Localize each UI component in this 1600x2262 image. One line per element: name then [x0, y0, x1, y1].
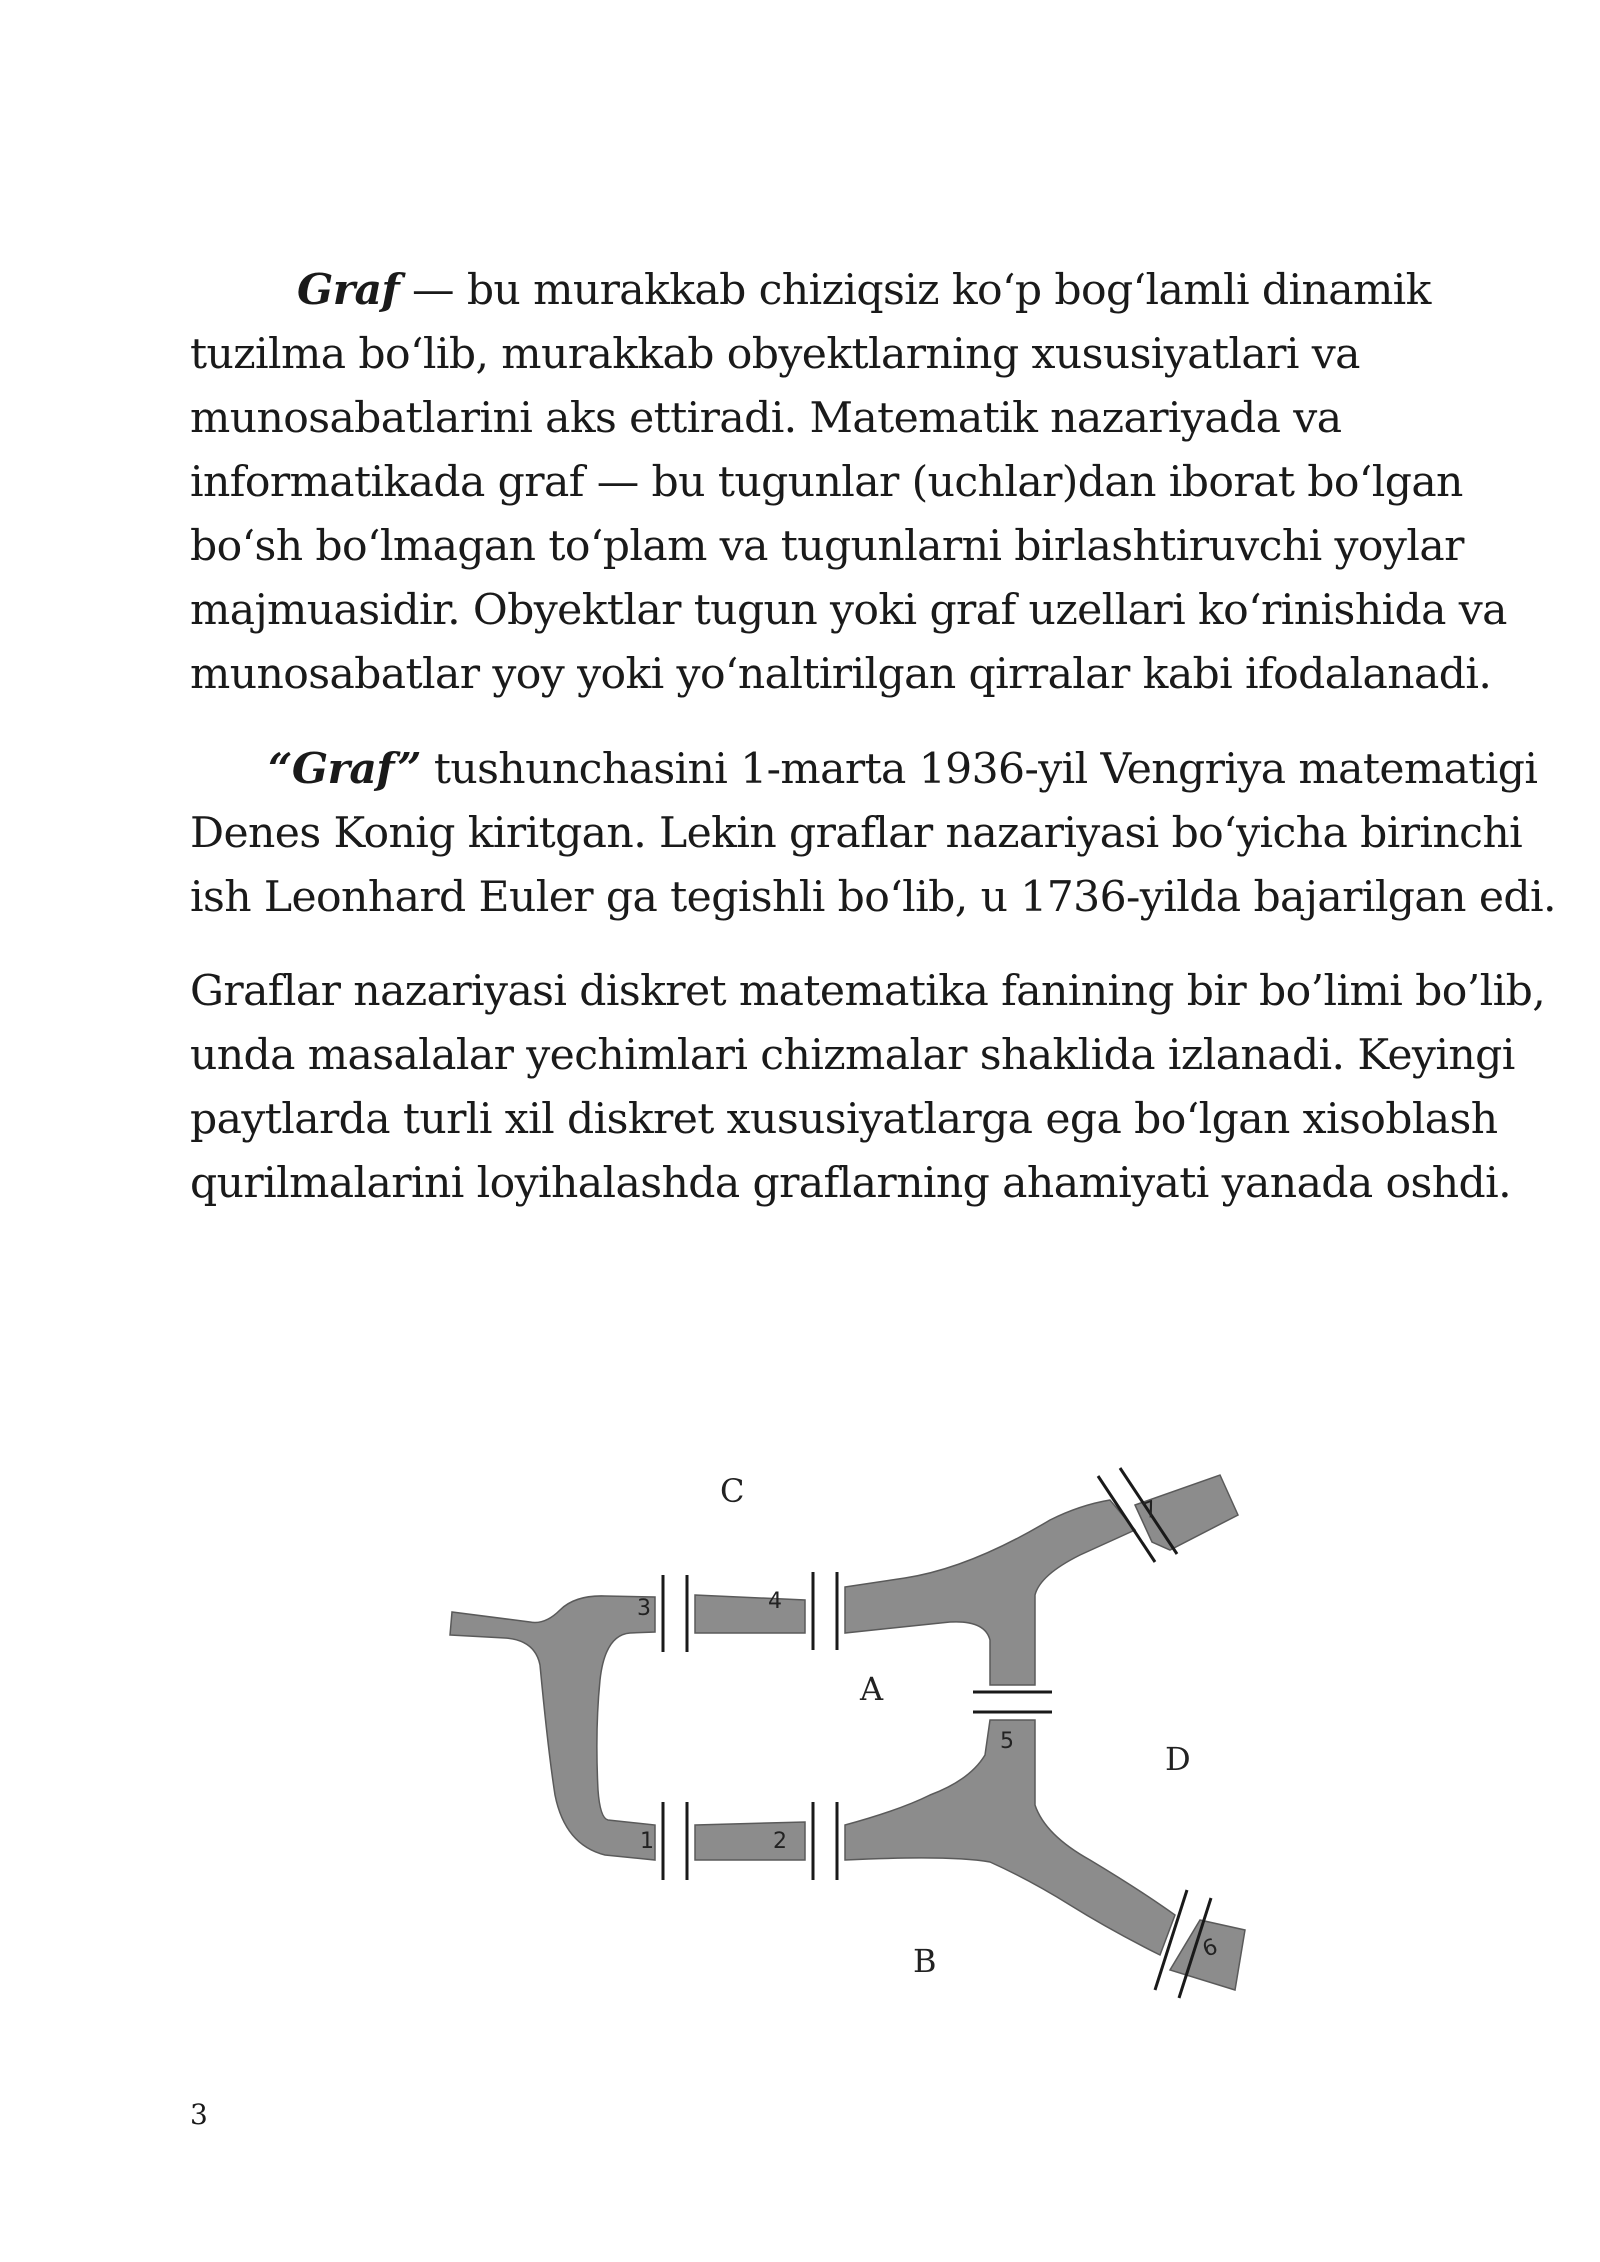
text-line: paytlarda turli xil diskret xususiyatlarga ega bo‘lgan xisoblash	[190, 1095, 1498, 1144]
paragraph-graf-history	[190, 737, 1556, 930]
river-top-channel	[695, 1595, 805, 1633]
river-right-upper	[845, 1500, 1135, 1685]
text-line: unda masalalar yechimlari chizmalar shaklida izlanadi. Keyingi	[190, 1031, 1515, 1080]
paragraph-graph-theory	[190, 960, 1546, 1216]
region-label-b: B	[913, 1942, 937, 1980]
region-label-a: A	[860, 1670, 884, 1708]
region-label-d: D	[1165, 1740, 1191, 1778]
paragraph-graf-definition	[190, 258, 1507, 707]
bridge-label-2: 2	[773, 1829, 787, 1854]
text-line: — bu murakkab chiziqsiz ko‘p bog‘lamli dinamik	[399, 266, 1431, 315]
text-line: informatikada graf — bu tugunlar (uchlar)dan iborat bo‘lgan	[190, 458, 1463, 507]
term-graf: Graf	[297, 265, 400, 315]
indent	[190, 745, 268, 794]
bridge-label-3: 3	[637, 1596, 651, 1621]
text-line: ish Leonhard Euler ga tegishli bo‘lib, u 1736-yilda bajarilgan edi.	[190, 873, 1556, 922]
river	[450, 1475, 1245, 1990]
text-line: munosabatlar yoy yoki yo‘naltirilgan qirralar kabi ifodalanadi.	[190, 650, 1492, 699]
river-left-inlet	[450, 1596, 655, 1860]
page-number: 3	[190, 2098, 208, 2131]
text-line: munosabatlarini aks ettiradi. Matematik nazariyada va	[190, 394, 1342, 443]
bridge-label-5: 5	[1000, 1729, 1014, 1754]
text-line: qurilmalarini loyihalashda graflarning ahamiyati yanada oshdi.	[190, 1159, 1512, 1208]
text-line: Denes Konig kiritgan. Lekin graflar nazariyasi bo‘yicha birinchi	[190, 809, 1523, 858]
river-bottom-channel	[695, 1822, 805, 1860]
konigsberg-diagram	[430, 1450, 1270, 2060]
text-line: tuzilma bo‘lib, murakkab obyektlarning xususiyatlari va	[190, 330, 1360, 379]
region-label-c: C	[720, 1472, 745, 1510]
text-line: bo‘sh bo‘lmagan to‘plam va tugunlarni birlashtiruvchi yoylar	[190, 522, 1464, 571]
term-graf-quoted: “Graf”	[268, 744, 421, 794]
bridge-label-7: 7	[1139, 1496, 1162, 1525]
bridge-label-4: 4	[768, 1589, 782, 1614]
bridge-label-6: 6	[1199, 1934, 1222, 1963]
konigsberg-bridges-figure	[430, 1450, 1270, 2060]
text-line: tushunchasini 1-marta 1936-yil Vengriya matematigi	[420, 745, 1538, 794]
page-text	[190, 258, 1556, 1216]
bridge-label-1: 1	[640, 1829, 654, 1854]
text-line: majmuasidir. Obyektlar tugun yoki graf uzellari ko‘rinishida va	[190, 586, 1507, 635]
indent	[190, 266, 297, 315]
text-line: Graflar nazariyasi diskret matematika fanining bir bo’limi bo’lib,	[190, 967, 1546, 1016]
river-right-lower	[845, 1720, 1175, 1955]
